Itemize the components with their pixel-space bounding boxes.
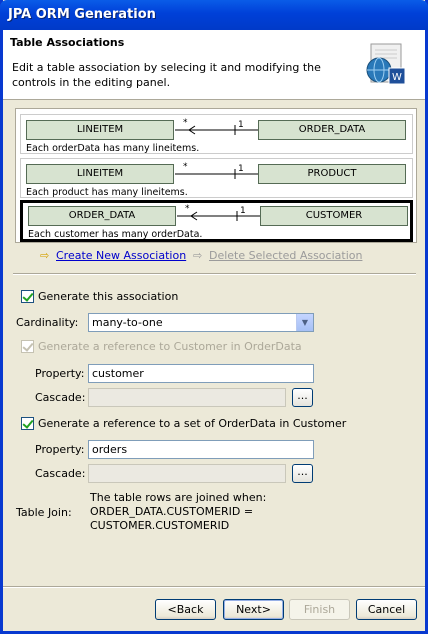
left-cardinality: * <box>183 162 188 172</box>
arrow-right-icon: ⇨ <box>193 249 203 262</box>
left-table-box: ORDER_DATA <box>28 206 176 226</box>
association-list[interactable] <box>15 108 417 243</box>
association-description: Each customer has many orderData. <box>28 229 203 240</box>
right-table-box: ORDER_DATA <box>258 120 406 140</box>
association-item[interactable] <box>20 114 413 154</box>
generate-reference-checkbox[interactable] <box>21 340 34 353</box>
right-cardinality: 1 <box>238 120 244 130</box>
right-table-box: CUSTOMER <box>260 206 408 226</box>
create-association-label: Create New Association <box>56 249 187 262</box>
generate-association-checkbox[interactable] <box>21 290 34 303</box>
right-cardinality: 1 <box>238 164 244 174</box>
left-table-box: LINEITEM <box>26 164 174 184</box>
window-title: JPA ORM Generation <box>8 7 156 22</box>
generate-collection-reference-label: Generate a reference to a set of OrderData in Customer <box>38 417 347 430</box>
wizard-header <box>3 30 425 100</box>
association-description: Each product has many lineitems. <box>26 187 188 198</box>
cardinality-select[interactable] <box>88 313 314 332</box>
generate-collection-reference-checkbox[interactable] <box>21 417 34 430</box>
generate-association-label: Generate this association <box>38 290 179 303</box>
svg-text:W: W <box>392 72 402 83</box>
left-table-box: LINEITEM <box>26 120 174 140</box>
left-cardinality: * <box>183 118 188 128</box>
separator <box>3 586 425 588</box>
cascade-browse-button[interactable]: ... <box>292 388 313 407</box>
page-title: Table Associations <box>10 36 125 49</box>
association-item-selected[interactable] <box>20 200 413 242</box>
finish-button[interactable]: Finish <box>289 599 350 620</box>
table-join-description: The table rows are joined when: ORDER_DATA.CUSTOMERID = CUSTOMER.CUSTOMERID <box>90 491 267 532</box>
cardinality-label: Cardinality: <box>16 316 79 329</box>
chevron-down-icon[interactable]: ▼ <box>296 314 313 331</box>
cascade-label: Cascade: <box>35 391 86 404</box>
arrow-right-icon: ⇨ <box>40 249 50 262</box>
separator <box>13 273 416 275</box>
right-table-box: PRODUCT <box>258 164 406 184</box>
association-description: Each orderData has many lineitems. <box>26 143 200 154</box>
right-cardinality: 1 <box>240 206 246 216</box>
cardinality-value: many-to-one <box>92 316 163 329</box>
cascade-label: Cascade: <box>35 467 86 480</box>
property-label: Property: <box>35 367 85 380</box>
title-bar[interactable] <box>0 0 428 30</box>
cascade-field[interactable] <box>88 388 286 407</box>
property-field[interactable]: customer <box>88 364 314 383</box>
cascade-field[interactable] <box>88 464 286 483</box>
left-cardinality: * <box>185 204 190 214</box>
page-description: Edit a table association by selecing it and modifying the controls in the editing panel. <box>12 61 321 89</box>
cancel-button[interactable]: Cancel <box>356 599 417 620</box>
database-orm-icon <box>357 42 413 92</box>
association-item[interactable] <box>20 158 413 198</box>
delete-association-label: Delete Selected Association <box>209 249 363 262</box>
generate-reference-label: Generate a reference to Customer in OrderData <box>38 340 302 353</box>
next-button[interactable]: Next> <box>223 599 284 620</box>
table-join-label: Table Join: <box>16 506 72 519</box>
property-field[interactable]: orders <box>88 440 314 459</box>
property-label: Property: <box>35 443 85 456</box>
back-button[interactable]: <Back <box>155 599 216 620</box>
cascade-browse-button[interactable]: ... <box>292 464 313 483</box>
